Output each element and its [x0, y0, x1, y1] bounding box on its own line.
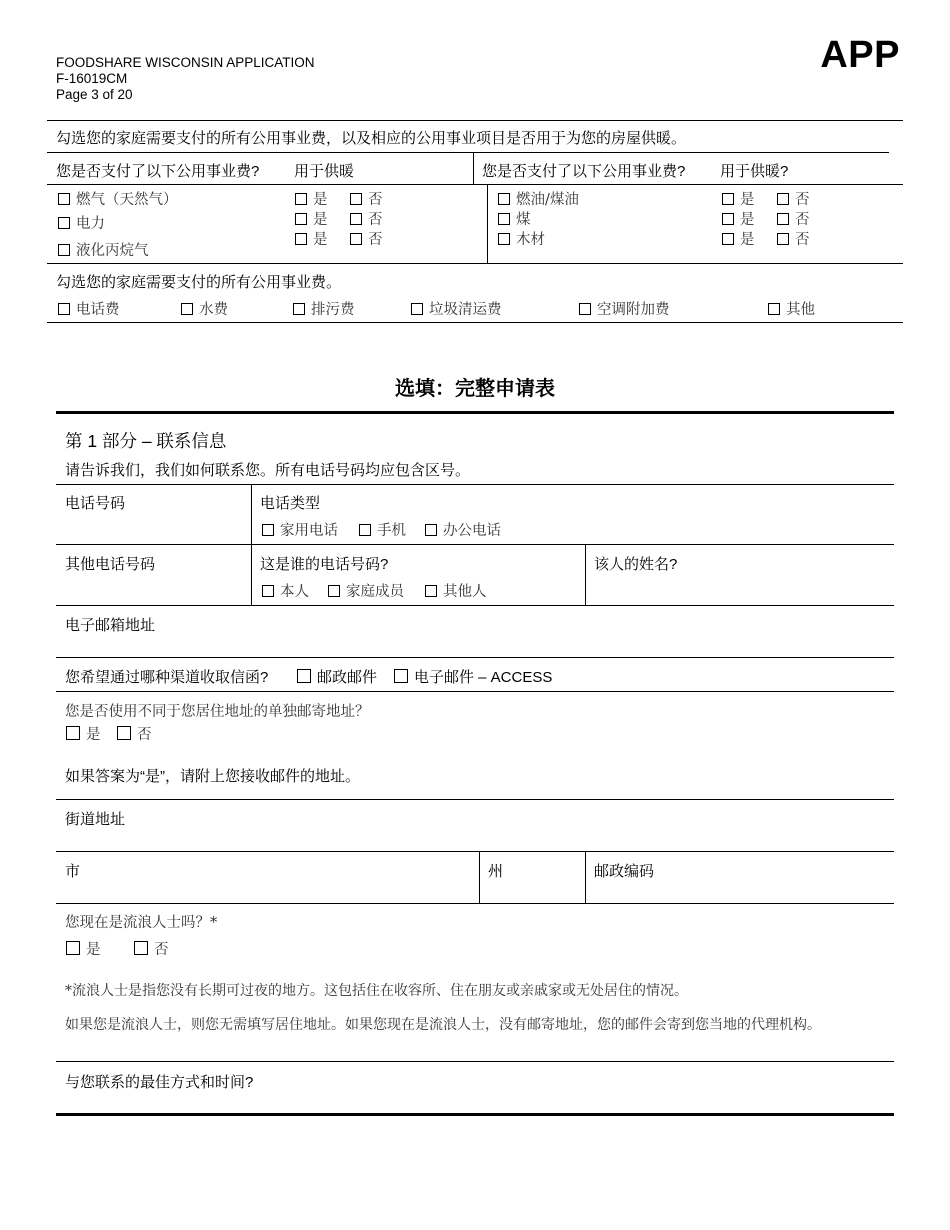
- whose-self[interactable]: 本人: [262, 580, 309, 601]
- checkbox-icon: [722, 213, 734, 225]
- state-label: 州: [488, 863, 504, 880]
- checkbox-icon: [295, 193, 307, 205]
- propane-heat-no[interactable]: 否: [350, 228, 383, 249]
- utilities-heating-instruction: 勾选您的家庭需要支付的所有公用事业费，以及相应的公用事业项目是否用于为您的房屋供暖。: [56, 130, 687, 147]
- electric-heat-yes[interactable]: 是: [295, 208, 328, 229]
- checkbox-icon: [293, 303, 305, 315]
- part1-intro: 请告诉我们，我们如何联系您。所有电话号码均应包含区号。: [65, 462, 471, 479]
- checkbox-icon: [777, 213, 789, 225]
- notice-postal-mail[interactable]: 邮政邮件: [297, 666, 377, 687]
- checkbox-icon: [58, 217, 70, 229]
- divider: [56, 903, 894, 904]
- divider: [47, 322, 903, 323]
- phone-type-work[interactable]: 办公电话: [425, 519, 501, 540]
- divider: [47, 263, 903, 264]
- thick-divider: [56, 411, 894, 414]
- email-label: 电子邮箱地址: [65, 617, 156, 634]
- form-header: [56, 55, 315, 103]
- propane-heat-yes[interactable]: 是: [295, 228, 328, 249]
- wood-heat-no[interactable]: 否: [777, 228, 810, 249]
- form-number: F-16019CM: [56, 71, 128, 86]
- checkbox-icon: [394, 669, 408, 683]
- checkbox-propane[interactable]: 液化丙烷气: [58, 239, 149, 260]
- checkbox-trash[interactable]: 垃圾清运费: [411, 298, 502, 319]
- homeless-yes[interactable]: 是: [66, 938, 101, 959]
- checkbox-gas[interactable]: 燃气（天然气）: [58, 188, 178, 209]
- checkbox-icon: [411, 303, 423, 315]
- checkbox-icon: [768, 303, 780, 315]
- homeless-no[interactable]: 否: [134, 938, 169, 959]
- coal-heat-yes[interactable]: 是: [722, 208, 755, 229]
- checkbox-icon: [350, 233, 362, 245]
- checkbox-icon: [722, 193, 734, 205]
- checkbox-icon: [262, 585, 274, 597]
- checkbox-icon: [777, 233, 789, 245]
- checkbox-phone-bill[interactable]: 电话费: [58, 298, 120, 319]
- checkbox-icon: [498, 193, 510, 205]
- divider: [56, 799, 894, 800]
- checkbox-icon: [58, 244, 70, 256]
- checkbox-icon: [297, 669, 311, 683]
- checkbox-icon: [425, 524, 437, 536]
- divider: [487, 184, 488, 263]
- whose-phone-label: 这是谁的电话号码?: [260, 556, 389, 573]
- other-phone-label: 其他电话号码: [65, 556, 156, 573]
- divider: [56, 544, 894, 545]
- checkbox-icon: [359, 524, 371, 536]
- checkbox-icon: [66, 726, 80, 740]
- coal-heat-no[interactable]: 否: [777, 208, 810, 229]
- homeless-definition: *流浪人士是指您没有长期可过夜的地方。这包括住在收容所、住在朋友或亲戚家或无处居住的情况。: [65, 983, 688, 999]
- wood-heat-yes[interactable]: 是: [722, 228, 755, 249]
- if-yes-note: 如果答案为“是”，请附上您接收邮件的地址。: [65, 768, 360, 785]
- notice-label: 您希望通过哪种渠道收取信函?: [65, 669, 269, 686]
- divider: [479, 851, 480, 903]
- checkbox-icon: [350, 193, 362, 205]
- best-contact-label: 与您联系的最佳方式和时间?: [65, 1074, 254, 1091]
- phone-type-cell[interactable]: 手机: [359, 519, 406, 540]
- checkbox-icon: [328, 585, 340, 597]
- separate-mail-no[interactable]: 否: [117, 723, 152, 744]
- gas-heat-no[interactable]: 否: [350, 188, 383, 209]
- city-label: 市: [65, 863, 81, 880]
- checkbox-icon: [295, 213, 307, 225]
- checkbox-icon: [58, 303, 70, 315]
- checkbox-other[interactable]: 其他: [768, 298, 815, 319]
- divider: [473, 152, 474, 184]
- phone-type-home[interactable]: 家用电话: [262, 519, 338, 540]
- separate-mail-question: 您是否使用不同于您居住地址的单独邮寄地址？: [65, 704, 370, 720]
- checkbox-icon: [58, 193, 70, 205]
- separate-mail-yes[interactable]: 是: [66, 723, 101, 744]
- homeless-question: 您现在是流浪人士吗？*: [65, 915, 218, 931]
- homeless-note: 如果您是流浪人士，则您无需填写居住地址。如果您现在是流浪人士，没有邮寄地址，您的邮件会寄到您当地的代理机构。: [65, 1017, 821, 1033]
- checkbox-icon: [117, 726, 131, 740]
- checkbox-icon: [181, 303, 193, 315]
- phone-type-label: 电话类型: [260, 495, 321, 512]
- page-number: Page 3 of 20: [56, 87, 133, 102]
- checkbox-electric[interactable]: 电力: [58, 212, 105, 233]
- street-address-label: 街道地址: [65, 811, 126, 828]
- checkbox-icon: [262, 524, 274, 536]
- divider: [56, 691, 894, 692]
- col-heat-left: 用于供暖: [294, 163, 355, 180]
- divider: [47, 184, 903, 185]
- checkbox-icon: [350, 213, 362, 225]
- checkbox-ac[interactable]: 空调附加费: [579, 298, 670, 319]
- divider: [56, 851, 894, 852]
- checkbox-oil[interactable]: 燃油/煤油: [498, 188, 579, 209]
- phone-number-label: 电话号码: [65, 495, 126, 512]
- checkbox-sewer[interactable]: 排污费: [293, 298, 355, 319]
- divider: [585, 851, 586, 903]
- col-heat-right: 用于供暖?: [720, 163, 789, 180]
- checkbox-icon: [498, 213, 510, 225]
- app-badge: APP: [820, 34, 900, 76]
- oil-heat-yes[interactable]: 是: [722, 188, 755, 209]
- oil-heat-no[interactable]: 否: [777, 188, 810, 209]
- divider: [47, 152, 889, 153]
- checkbox-icon: [579, 303, 591, 315]
- whose-household[interactable]: 家庭成员: [328, 580, 404, 601]
- notice-email-access[interactable]: 电子邮件 – ACCESS: [394, 666, 552, 687]
- checkbox-icon: [134, 941, 148, 955]
- checkbox-icon: [295, 233, 307, 245]
- form-title: FOODSHARE WISCONSIN APPLICATION: [56, 55, 315, 70]
- person-name-label: 该人的姓名?: [594, 556, 678, 573]
- checkbox-wood[interactable]: 木材: [498, 228, 545, 249]
- gas-heat-yes[interactable]: 是: [295, 188, 328, 209]
- divider: [56, 605, 894, 606]
- checkbox-icon: [722, 233, 734, 245]
- checkbox-coal[interactable]: 煤: [498, 208, 531, 229]
- divider: [47, 120, 903, 121]
- electric-heat-no[interactable]: 否: [350, 208, 383, 229]
- divider: [585, 544, 586, 605]
- divider: [56, 1061, 894, 1062]
- col-pay-left: 您是否支付了以下公用事业费?: [56, 163, 260, 180]
- checkbox-water[interactable]: 水费: [181, 298, 228, 319]
- whose-other[interactable]: 其他人: [425, 580, 487, 601]
- checkbox-icon: [66, 941, 80, 955]
- divider: [56, 657, 894, 658]
- checkbox-icon: [425, 585, 437, 597]
- divider: [56, 484, 894, 485]
- utilities-other-instruction: 勾选您的家庭需要支付的所有公用事业费。: [56, 274, 342, 291]
- checkbox-icon: [498, 233, 510, 245]
- thick-divider: [56, 1113, 894, 1116]
- col-pay-right: 您是否支付了以下公用事业费?: [482, 163, 686, 180]
- checkbox-icon: [777, 193, 789, 205]
- zip-label: 邮政编码: [594, 863, 655, 880]
- section-title: 选填：完整申请表: [395, 378, 555, 400]
- part1-heading: 第 1 部分 – 联系信息: [65, 431, 227, 451]
